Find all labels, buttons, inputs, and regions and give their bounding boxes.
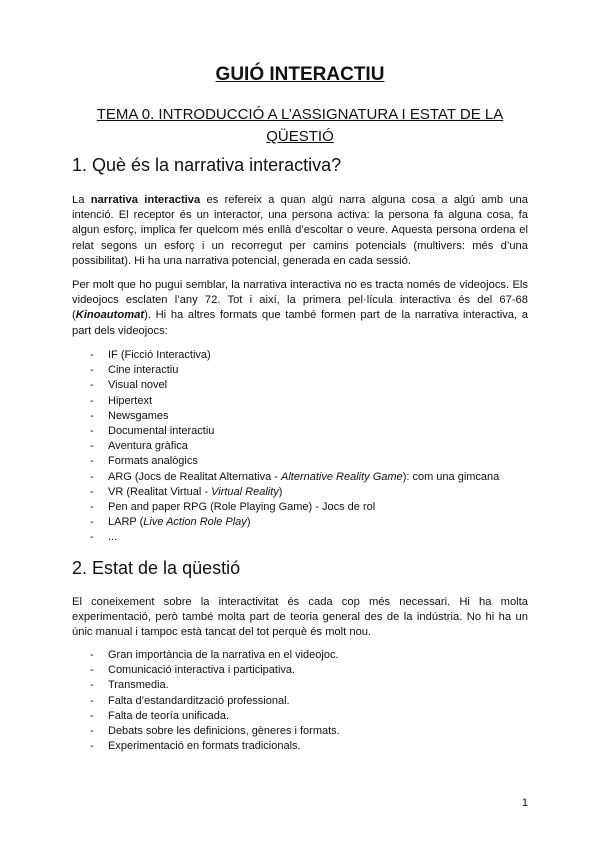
list-item: - Aventura gràfica [90,439,499,454]
document-title: GUIÓ INTERACTIU [215,64,385,85]
p2-start: Per molt que ho pugui semblar, la narrativa interactiva no es tracta només de videojocs. Els videojocs esclaten l’any 72. Tot i així, la primera pel·lícula interactiva és del 67-68 ( [72,279,528,322]
formats-list [90,348,499,546]
section-1-heading: 1. Què és la narrativa interactiva? [72,155,342,175]
list-item-arg: - ARG (Jocs de Realitat Alternativa - Alternative Reality Game): com una gimcana [90,470,499,485]
state-list [90,648,340,754]
list-item: - Newsgames [90,409,499,424]
list-item-larp: - LARP (Live Action Role Play) [90,515,499,530]
page-number: 1 [521,797,528,809]
list-item: - Hipertext [90,394,499,409]
list-item: - Cine interactiu [90,363,499,378]
p1-start: La [72,194,91,206]
topic-subtitle: TEMA 0. INTRODUCCIÓ A L’ASSIGNATURA I ESTAT DE LA QÜESTIÓ [96,106,504,145]
section-1-paragraph-1 [72,193,528,269]
list-item-vr: - VR (Realitat Virtual - Virtual Reality) [90,485,499,500]
list-item: - ... [90,530,499,545]
list-item: - Falta d’estandardització professional. [90,694,340,709]
section-2-paragraph: El coneixement sobre la interactivitat és cada cop més necessari. Hi ha molta experimentació, però també molta part de teoria general des de la indústria. No hi ha un únic manual i tampoc està tancat del tot perquè és molt nou. [72,596,528,639]
p1-rest: es refereix a quan algú narra alguna cosa a algú amb una intenció. El receptor és un interactor, una persona activa: la persona fa alguna cosa, fa algun esforç, implica fer quelcom més enllà d’escoltar o veure. Aquesta persona ordena el relat segons un esforç i un recorregut per camins potencials (multivers: més d’una possibilitat). Hi ha una narrativa potencial, generada en cada sessió. [72,194,528,267]
list-item: - Transmedia. [90,678,340,693]
p2-rest: ). Hi ha altres formats que també formen part de la narrativa interactiva, a part dels videojocs: [72,309,528,337]
list-item: - Debats sobre les definicions, gèneres i formats. [90,724,340,739]
section-2-heading: 2. Estat de la qüestió [72,558,241,578]
list-item: - Documental interactiu [90,424,499,439]
list-item: - Formats analògics [90,454,499,469]
p1-bold-term: narrativa interactiva [90,194,201,206]
section-1-paragraph-2 [72,278,528,339]
list-item: - Comunicació interactiva i participativa. [90,663,340,678]
list-item: - Visual novel [90,378,499,393]
list-item: - IF (Ficció Interactiva) [90,348,499,363]
p2-film-title: Kinoautomat [75,309,145,322]
list-item: - Gran importància de la narrativa en el videojoc. [90,648,340,663]
list-item: - Pen and paper RPG (Role Playing Game) - Jocs de rol [90,500,499,515]
list-item: - Falta de teoría unificada. [90,709,340,724]
list-item: - Experimentació en formats tradicionals. [90,739,340,754]
